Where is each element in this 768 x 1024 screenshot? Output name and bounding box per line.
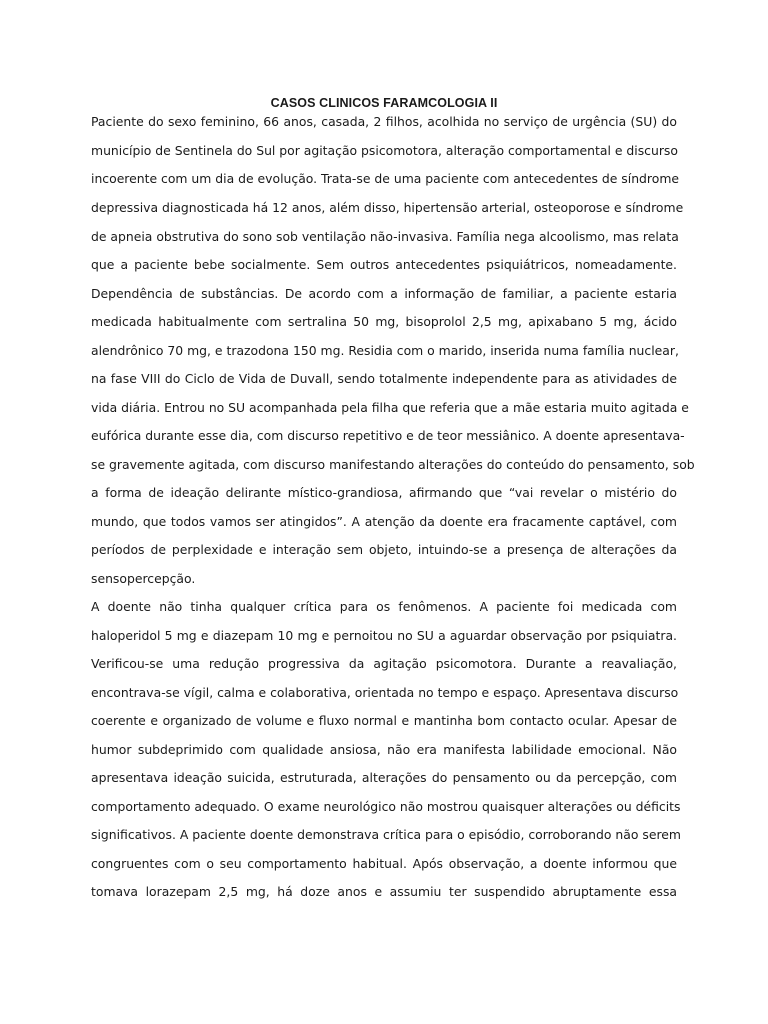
body-line: apresentava ideação suicida, estruturada, alterações do pensamento ou da percepção, com	[91, 770, 677, 785]
body-line: sensopercepção.	[91, 571, 196, 586]
body-line: depressiva diagnosticada há 12 anos, além disso, hipertensão arterial, osteoporose e síndrome	[91, 200, 684, 215]
body-line: eufórica durante esse dia, com discurso repetitivo e de teor messiânico. A doente apresentava-	[91, 428, 685, 443]
body-line: incoerente com um dia de evolução. Trata-se de uma paciente com antecedentes de síndrome	[91, 171, 680, 186]
body-line: Dependência de substâncias. De acordo com a informação de familiar, a paciente estaria	[91, 286, 677, 301]
body-line: A doente não tinha qualquer crítica para os fenômenos. A paciente foi medicada com	[91, 599, 677, 614]
body-line: município de Sentinela do Sul por agitação psicomotora, alteração comportamental e discurso	[91, 143, 678, 158]
body-line: de apneia obstrutiva do sono sob ventilação não-invasiva. Família nega alcoolismo, mas relata	[91, 229, 679, 244]
body-line: na fase VIII do Ciclo de Vida de Duvall, sendo totalmente independente para as atividades de	[91, 371, 677, 386]
body-line: vida diária. Entrou no SU acompanhada pela filha que referia que a mãe estaria muito agitada e	[91, 400, 689, 415]
body-line: períodos de perplexidade e interação sem objeto, intuindo-se a presença de alterações da	[91, 542, 677, 557]
body-line: Paciente do sexo feminino, 66 anos, casada, 2 filhos, acolhida no serviço de urgência (SU) do	[91, 114, 677, 129]
body-line: alendrônico 70 mg, e trazodona 150 mg. Residia com o marido, inserida numa família nuclear,	[91, 343, 679, 358]
body-line: tomava lorazepam 2,5 mg, há doze anos e assumiu ter suspendido abruptamente essa	[91, 884, 677, 899]
body-line: que a paciente bebe socialmente. Sem outros antecedentes psiquiátricos, nomeadamente.	[91, 257, 677, 272]
body-line: humor subdeprimido com qualidade ansiosa, não era manifesta labilidade emocional. Não	[91, 742, 677, 757]
body-line: se gravemente agitada, com discurso manifestando alterações do conteúdo do pensamento, sob	[91, 457, 695, 472]
body-line: mundo, que todos vamos ser atingidos”. A atenção da doente era fracamente captável, com	[91, 514, 677, 529]
body-line: coerente e organizado de volume e fluxo normal e mantinha bom contacto ocular. Apesar de	[91, 713, 677, 728]
body-line: a forma de ideação delirante místico-grandiosa, afirmando que “vai revelar o mistério do	[91, 485, 677, 500]
body-line: haloperidol 5 mg e diazepam 10 mg e pernoitou no SU a aguardar observação por psiquiatra.	[91, 628, 677, 643]
body-line: medicada habitualmente com sertralina 50 mg, bisoprolol 2,5 mg, apixabano 5 mg, ácido	[91, 314, 677, 329]
body-line: comportamento adequado. O exame neurológico não mostrou quaisquer alterações ou déficits	[91, 799, 681, 814]
body-line: significativos. A paciente doente demonstrava crítica para o episódio, corroborando não serem	[91, 827, 681, 842]
body-line: encontrava-se vígil, calma e colaborativa, orientada no tempo e espaço. Apresentava discurso	[91, 685, 679, 700]
body-line: Verificou-se uma redução progressiva da agitação psicomotora. Durante a reavaliação,	[91, 656, 677, 671]
body-line: congruentes com o seu comportamento habitual. Após observação, a doente informou que	[91, 856, 677, 871]
document-title: CASOS CLINICOS FARAMCOLOGIA II	[270, 96, 498, 110]
